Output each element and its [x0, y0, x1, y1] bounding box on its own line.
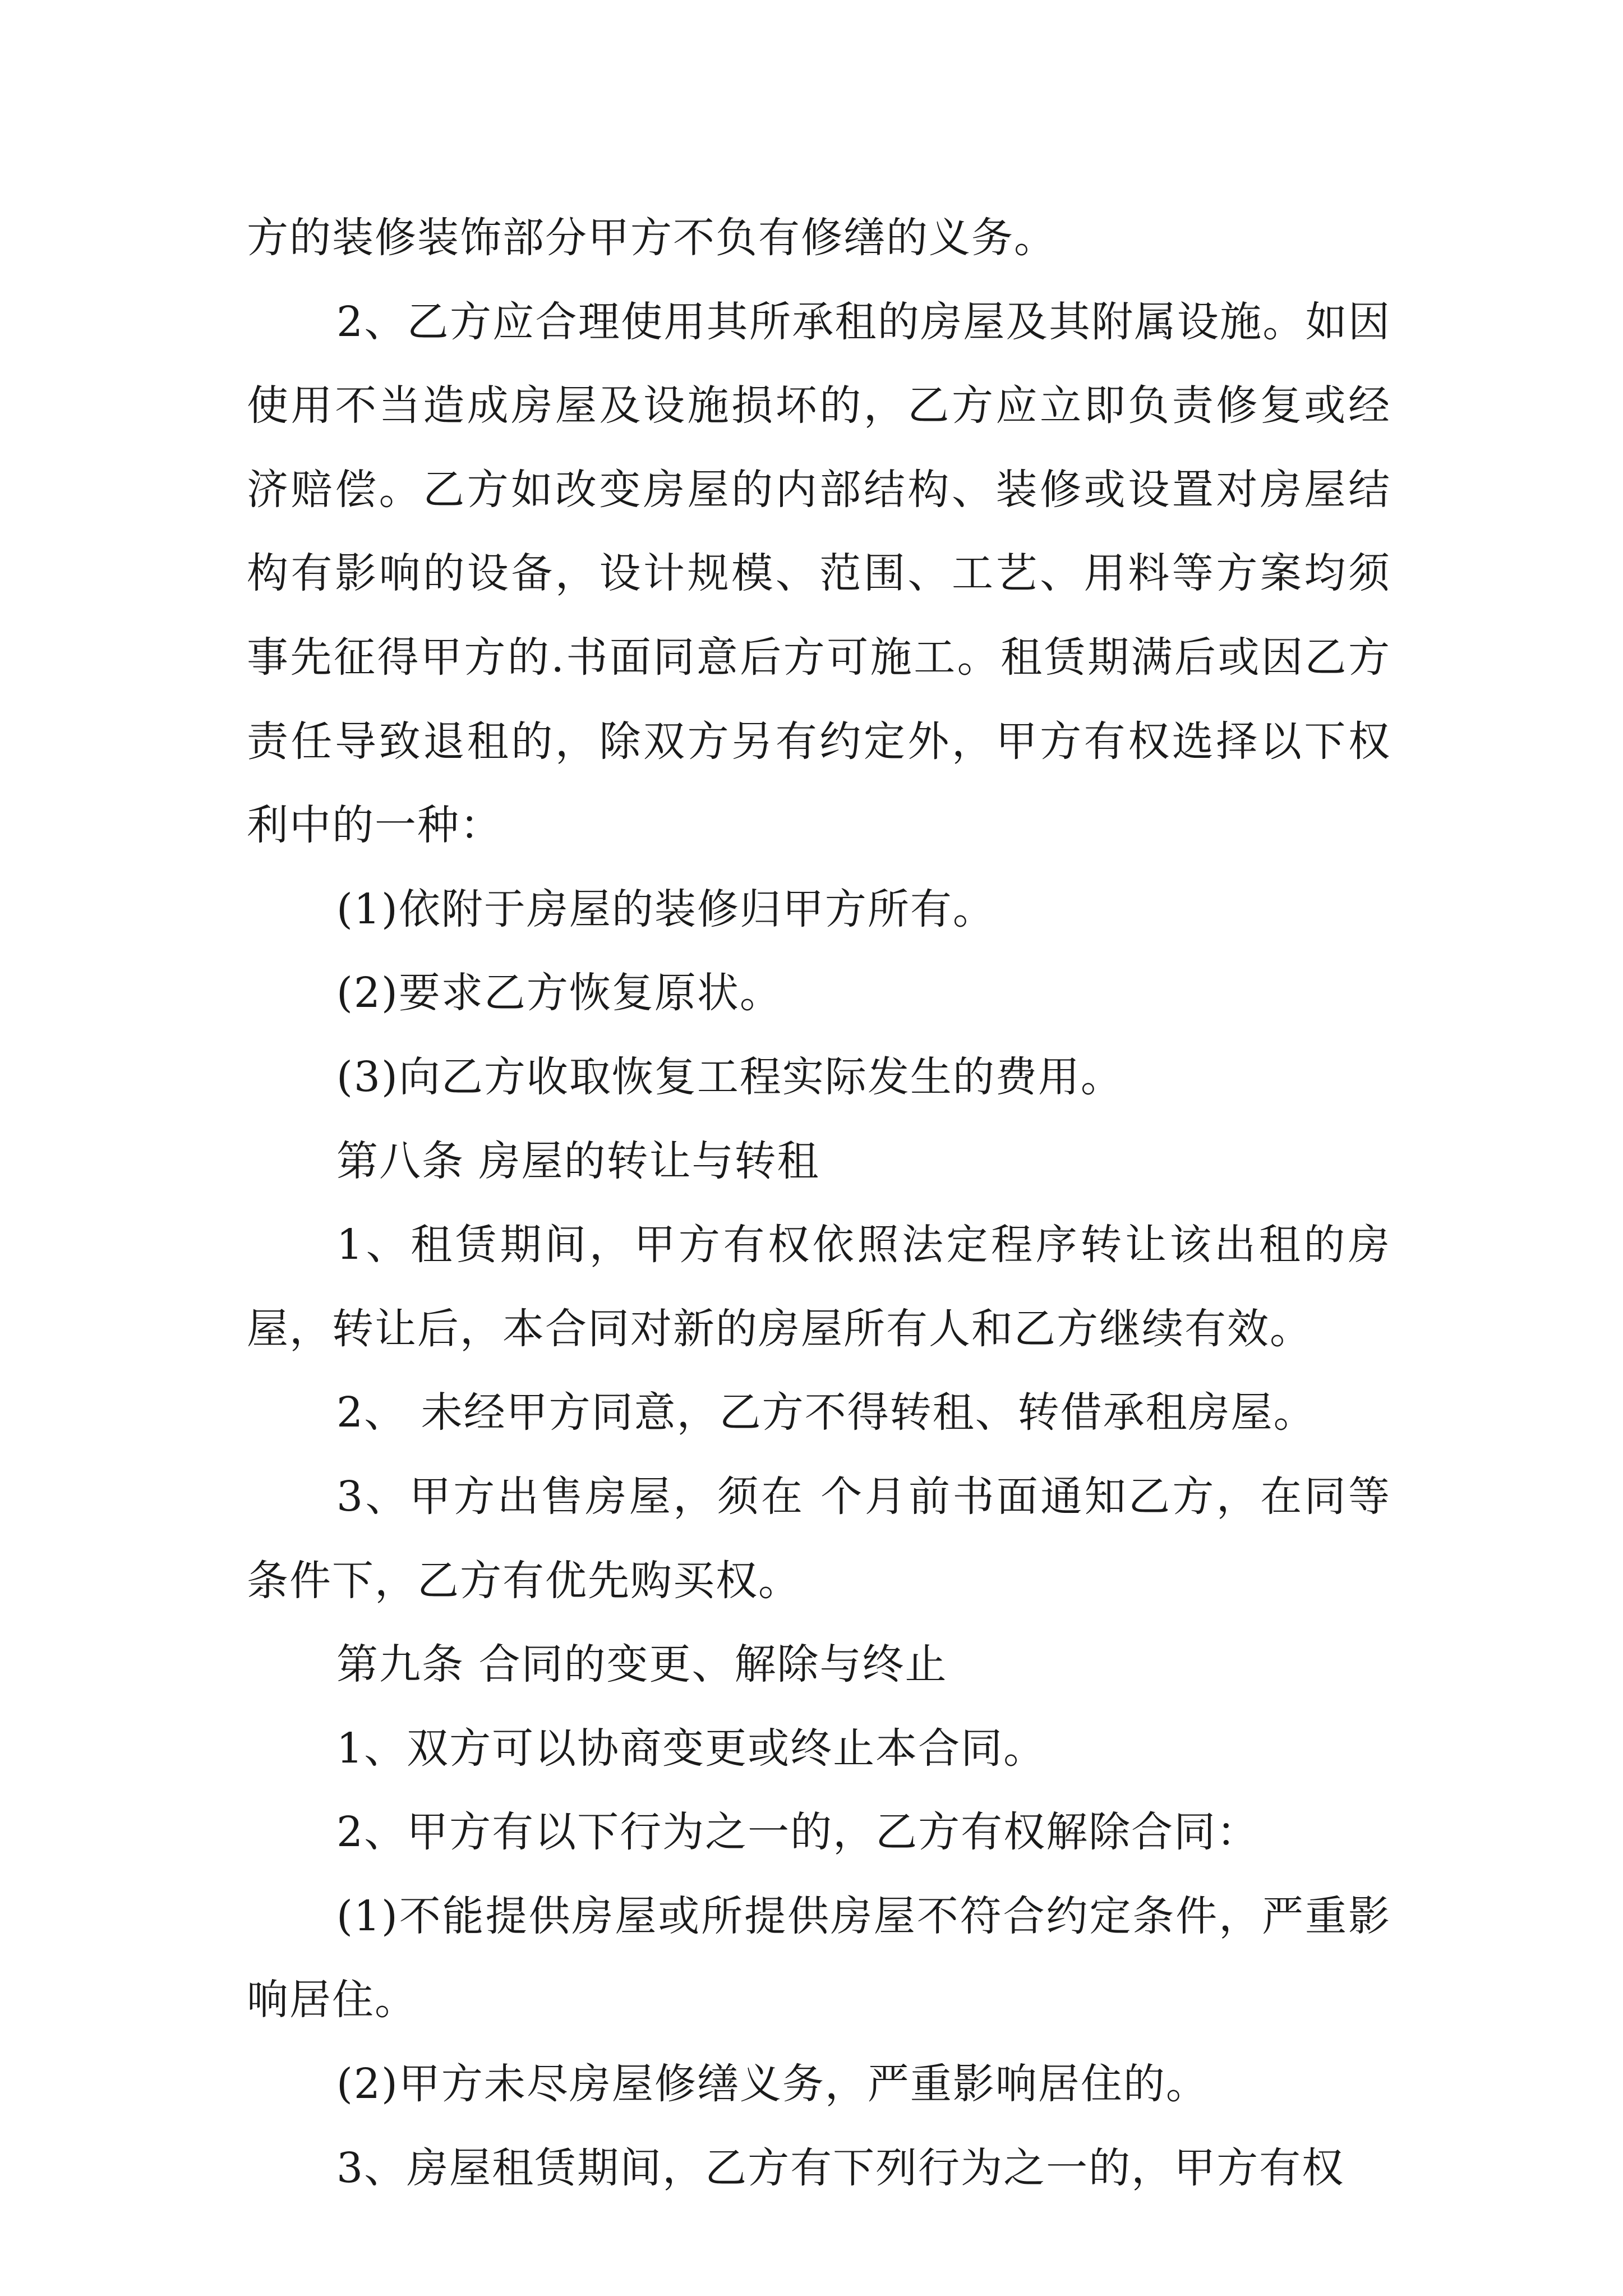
paragraph-clause-2: 2、乙方应合理使用其所承租的房屋及其附属设施。如因使用不当造成房屋及设施损坏的，乙方应立即负责修复或经济赔偿。乙方如改变房屋的内部结构、装修或设置对房屋结构有影响的设备，设计规模、范围、工艺、用料等方案均须事先征得甲方的.书面同意后方可施工。租赁期满后或因乙方责任导致退租的，除双方另有约定外，甲方有权选择以下权利中的一种： [247, 297, 1391, 850]
document-body [247, 196, 1391, 2210]
paragraph-article-9-clause-1: 1、双方可以协商变更或终止本合同。 [336, 1724, 1046, 1773]
paragraph-continuation: 方的装修装饰部分甲方不负有修缮的义务。 [247, 214, 1057, 262]
paragraph-option-3: (3)向乙方收取恢复工程实际发生的费用。 [336, 1052, 1123, 1101]
section-heading-article-8: 第八条 房屋的转让与转租 [336, 1137, 820, 1185]
paragraph-article-9-clause-3: 3、房屋租赁期间，乙方有下列行为之一的，甲方有权 [336, 2143, 1345, 2192]
paragraph-article-9-clause-2: 2、甲方有以下行为之一的，乙方有权解除合同： [336, 1808, 1260, 1857]
paragraph-article-9-option-1: (1)不能提供房屋或所提供房屋不符合约定条件，严重影响居住。 [247, 1892, 1391, 2024]
paragraph-article-8-clause-2: 2、 未经甲方同意，乙方不得转租、转借承租房屋。 [336, 1388, 1316, 1437]
section-heading-article-9: 第九条 合同的变更、解除与终止 [336, 1640, 948, 1689]
paragraph-option-2: (2)要求乙方恢复原状。 [336, 969, 782, 1018]
paragraph-article-8-clause-3: 3、甲方出售房屋，须在 个月前书面通知乙方，在同等条件下，乙方有优先购买权。 [247, 1472, 1391, 1605]
paragraph-article-9-option-2: (2)甲方未尽房屋修缮义务，严重影响居住的。 [336, 2060, 1209, 2109]
paragraph-option-1: (1)依附于房屋的装修归甲方所有。 [336, 885, 995, 933]
paragraph-article-8-clause-1: 1、租赁期间，甲方有权依照法定程序转让该出租的房屋，转让后，本合同对新的房屋所有人和乙方继续有效。 [247, 1221, 1391, 1353]
